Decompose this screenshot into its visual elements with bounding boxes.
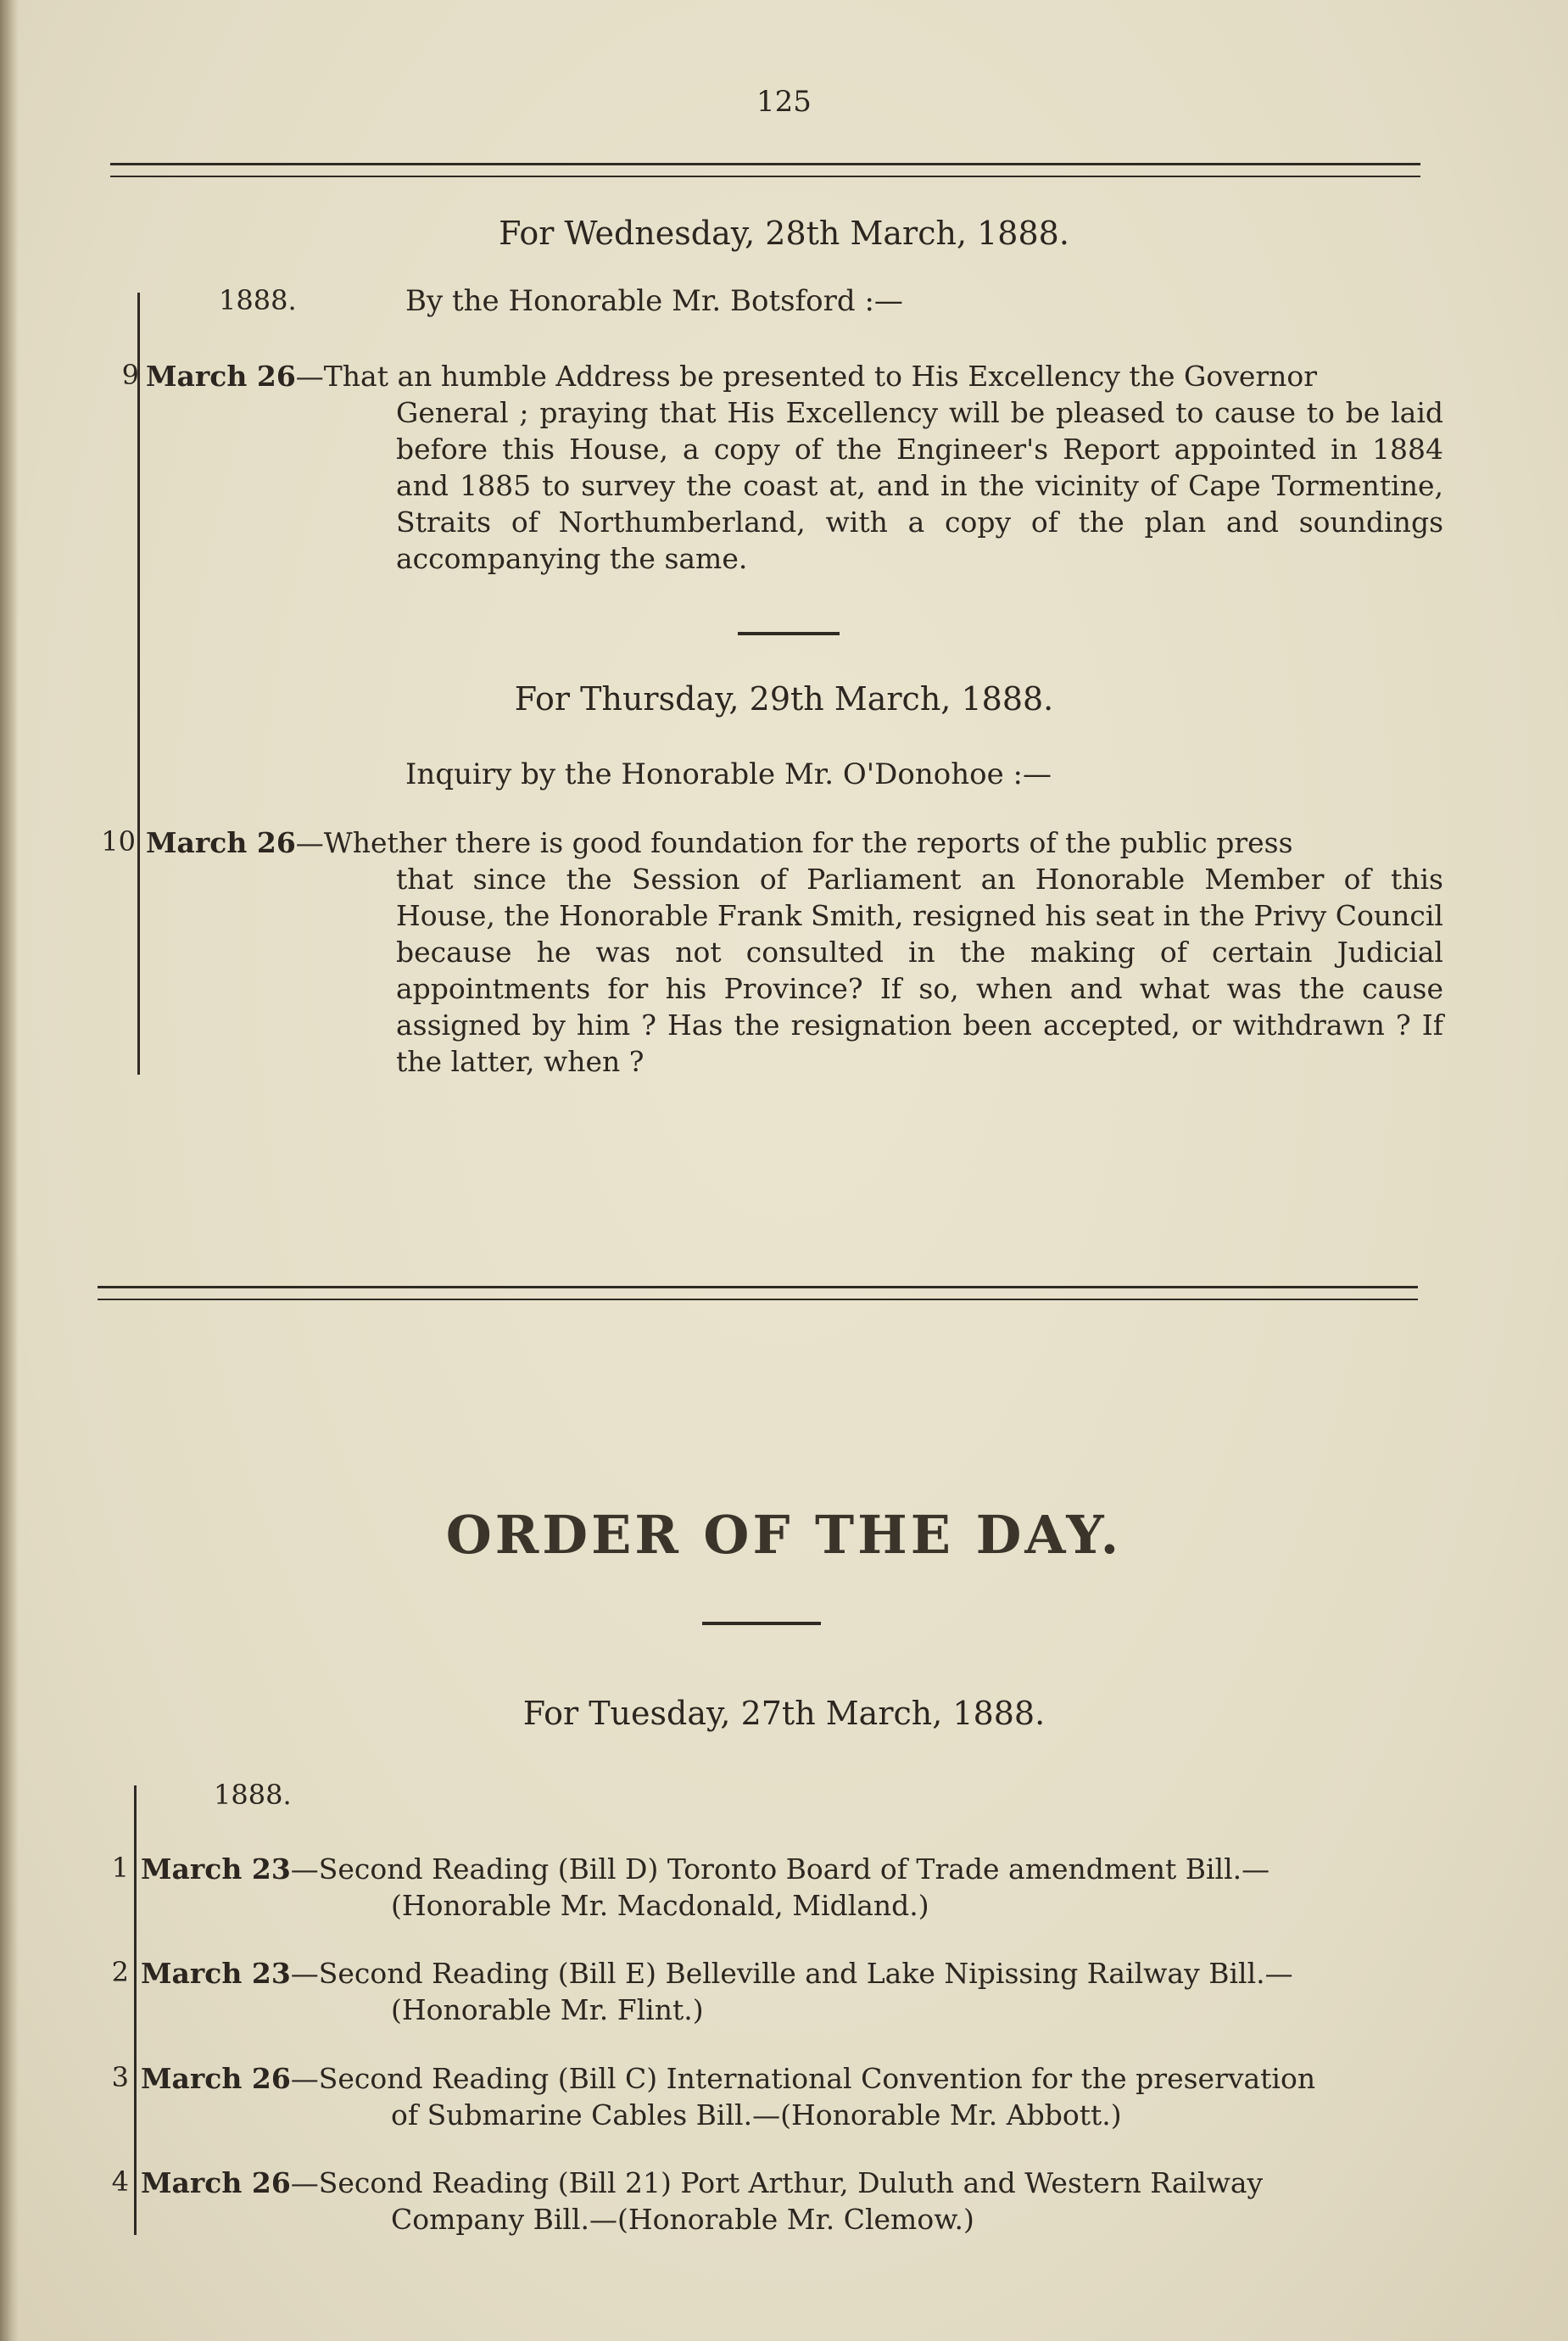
by-line-odonohoe: Inquiry by the Honorable Mr. O'Donohoe :— [405,757,1052,791]
order-entry [141,1955,1438,2028]
order-entry [141,1851,1438,1924]
entry-first-line: —Second Reading (Bill C) International Convention for the preservation [290,2062,1316,2095]
entry-date: March 26 [146,360,296,393]
entry-date: March 23 [141,1957,291,1990]
entry-continuation: General ; praying that His Excellency will be pleased to cause to be laid before this House, a copy of the Engineer's Report appointed in 1884 and 1885 to survey the coast at, and in the vicinity of Cape Tormentine, Straits of Northumberland, with a copy of the plan and soundings accompanying the same. [396,396,1443,575]
entry-first-line: —That an humble Address be presented to His Excellency the Governor [295,360,1318,393]
entry-first-line: —Second Reading (Bill 21) Port Arthur, Duluth and Western Railway [290,2166,1264,2199]
entry-motion-address [146,358,1443,577]
entry-first-line: —Second Reading (Bill D) Toronto Board of Trade amendment Bill.— [290,1852,1270,1886]
entry-date: March 23 [141,1852,291,1886]
section-divider [738,632,840,635]
entry-date: March 26 [141,2062,291,2095]
entry-number: 2 [111,1956,129,1988]
entry-first-line: —Whether there is good foundation for the reports of the public press [295,826,1293,859]
entry-continuation: that since the Session of Parliament an Honorable Member of this House, the Honorable Frank Smith, resigned his seat in the Privy Council because he was not consulted in the making of certain Judicial appointments for his Province? If so, when and what was the cause assigned by him ? Has the resignation been accepted, or withdrawn ? If the latter, when ? [396,863,1443,1078]
entry-number: 3 [111,2061,129,2093]
order-entry [141,2060,1438,2133]
entry-number: 9 [121,359,139,391]
order-entry [141,2165,1438,2238]
entry-first-line: —Second Reading (Bill E) Belleville and Lake Nipissing Railway Bill.— [290,1957,1293,1990]
order-of-the-day-title: ORDER OF THE DAY. [445,1504,1123,1566]
entry-continuation: of Submarine Cables Bill.—(Honorable Mr. Abbott.) [391,2098,1122,2131]
entry-number: 10 [101,825,136,858]
by-line-botsford: By the Honorable Mr. Botsford :— [405,284,903,318]
entry-inquiry [146,824,1443,1080]
entry-continuation: (Honorable Mr. Flint.) [391,1993,704,2026]
section-heading-thursday: For Thursday, 29th March, 1888. [514,680,1054,718]
middle-double-rule [98,1286,1418,1300]
entry-date: March 26 [141,2166,291,2199]
page-number: 125 [756,85,812,119]
binding-shadow [0,0,19,2341]
margin-bar-lower [134,1785,137,2235]
entry-number: 1 [111,1852,129,1884]
entry-date: March 26 [146,826,296,859]
entry-continuation: (Honorable Mr. Macdonald, Midland.) [391,1889,929,1922]
entry-number: 4 [111,2165,129,2198]
section-heading-tuesday: For Tuesday, 27th March, 1888. [522,1695,1046,1732]
year-label: 1888. [214,1779,292,1811]
top-double-rule [110,163,1420,177]
section-heading-wednesday: For Wednesday, 28th March, 1888. [499,215,1069,252]
year-label: 1888. [219,284,297,316]
entry-continuation: Company Bill.—(Honorable Mr. Clemow.) [391,2203,974,2236]
title-underline [702,1622,821,1625]
